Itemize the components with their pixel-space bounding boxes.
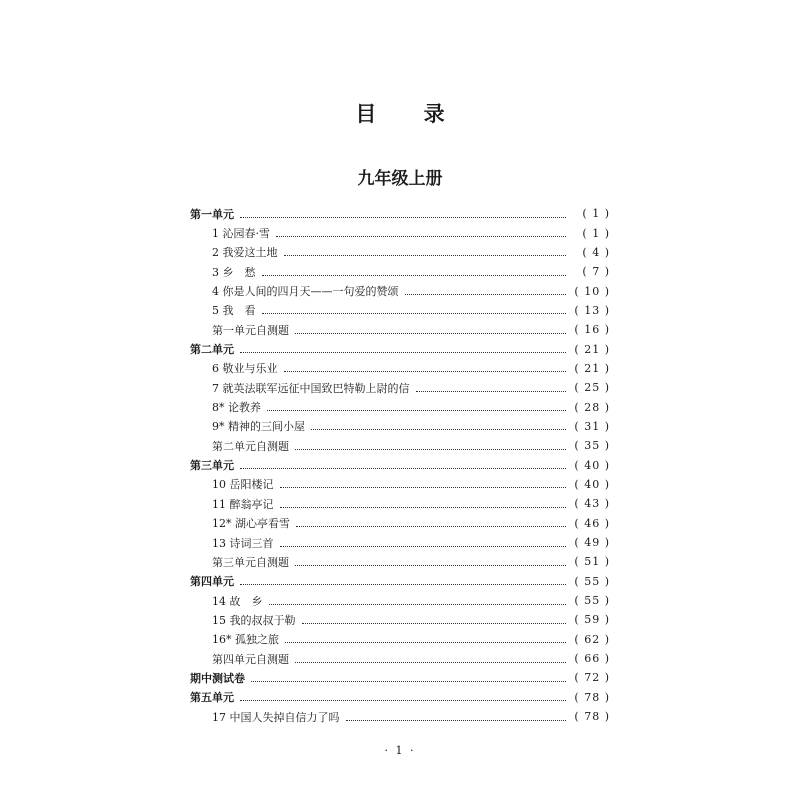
toc-entry-label: 14 故 乡: [212, 594, 263, 608]
toc-entry-label: 5 我 看: [212, 304, 256, 318]
dot-leader: [240, 467, 566, 469]
dot-leader: [302, 622, 567, 624]
toc-entry-label: 13 诗词三首: [212, 536, 274, 550]
toc-lesson-row[interactable]: [190, 281, 610, 300]
toc-page-number: ( 40 ): [574, 458, 610, 472]
toc-lesson-row[interactable]: [190, 591, 610, 610]
toc-page-number: ( 55 ): [574, 574, 610, 588]
toc-page-number: ( 55 ): [574, 594, 610, 608]
toc-lesson-row[interactable]: [190, 243, 610, 262]
toc-page-number: ( 4 ): [582, 245, 610, 259]
toc-entry-label: 第二单元: [190, 343, 234, 357]
toc-lesson-row[interactable]: [190, 610, 610, 629]
toc-entry-label: 15 我的叔叔于勒: [212, 613, 296, 627]
dot-leader: [280, 545, 567, 547]
toc-entry-label: 第四单元自测题: [212, 652, 289, 666]
page-title: 目 录: [355, 102, 465, 126]
toc-page-number: ( 49 ): [574, 536, 610, 550]
toc-lesson-row[interactable]: [190, 397, 610, 416]
toc-page-number: ( 46 ): [574, 516, 610, 530]
toc-page-number: ( 16 ): [574, 323, 610, 337]
toc-page-number: ( 62 ): [574, 632, 610, 646]
toc-entry-label: 3 乡 愁: [212, 265, 256, 279]
toc-unit-row[interactable]: [190, 339, 610, 358]
page-number: · 1 ·: [384, 744, 416, 757]
toc-lesson-row[interactable]: [190, 533, 610, 552]
dot-leader: [311, 428, 566, 430]
dot-leader: [296, 525, 566, 527]
toc-entry-label: 第二单元自测题: [212, 439, 289, 453]
toc-unit-row[interactable]: [190, 455, 610, 474]
dot-leader: [240, 216, 566, 218]
toc-entry-label: 17 中国人失掉自信力了吗: [212, 710, 340, 724]
dot-leader: [295, 564, 566, 566]
toc-unit-row[interactable]: [190, 572, 610, 591]
toc-page-number: ( 43 ): [574, 497, 610, 511]
toc-entry-label: 11 醉翁亭记: [212, 497, 274, 511]
toc-entry-label: 第四单元: [190, 575, 234, 589]
dot-leader: [280, 486, 567, 488]
toc-entry-label: 10 岳阳楼记: [212, 478, 274, 492]
toc-lesson-row[interactable]: [190, 649, 610, 668]
toc-lesson-row[interactable]: [190, 223, 610, 242]
toc-lesson-row[interactable]: [190, 514, 610, 533]
dot-leader: [262, 312, 567, 314]
table-of-contents: [190, 204, 610, 726]
toc-entry-label: 期中测试卷: [190, 671, 245, 685]
toc-lesson-row[interactable]: [190, 301, 610, 320]
toc-entry-label: 2 我爱这土地: [212, 246, 278, 260]
dot-leader: [295, 332, 566, 334]
toc-entry-label: 8* 论教养: [212, 401, 261, 415]
toc-page-number: ( 13 ): [574, 303, 610, 317]
dot-leader: [240, 583, 566, 585]
dot-leader: [295, 661, 566, 663]
toc-entry-label: 第三单元: [190, 459, 234, 473]
dot-leader: [276, 235, 566, 237]
toc-page-number: ( 78 ): [574, 710, 610, 724]
toc-entry-label: 16* 孤独之旅: [212, 633, 279, 647]
toc-unit-row[interactable]: [190, 668, 610, 687]
toc-entry-label: 1 沁园春·雪: [212, 227, 270, 241]
dot-leader: [284, 370, 567, 372]
toc-entry-label: 第三单元自测题: [212, 555, 289, 569]
toc-entry-label: 6 敬业与乐业: [212, 362, 278, 376]
toc-entry-label: 4 你是人间的四月天——一句爱的赞颂: [212, 285, 399, 299]
dot-leader: [267, 409, 566, 411]
toc-page-number: ( 40 ): [574, 477, 610, 491]
toc-lesson-row[interactable]: [190, 494, 610, 513]
toc-lesson-row[interactable]: [190, 475, 610, 494]
dot-leader: [269, 603, 567, 605]
toc-lesson-row[interactable]: [190, 707, 610, 726]
toc-page-number: ( 1 ): [582, 226, 610, 240]
toc-entry-label: 12* 湖心亭看雪: [212, 517, 290, 531]
toc-page-number: ( 51 ): [574, 555, 610, 569]
toc-page-number: ( 21 ): [574, 361, 610, 375]
toc-entry-label: 9* 精神的三间小屋: [212, 420, 305, 434]
toc-lesson-row[interactable]: [190, 320, 610, 339]
book-title: 九年级上册: [357, 169, 443, 189]
toc-page-number: ( 28 ): [574, 400, 610, 414]
toc-page-number: ( 1 ): [582, 207, 610, 221]
toc-lesson-row[interactable]: [190, 378, 610, 397]
toc-page-number: ( 72 ): [574, 671, 610, 685]
dot-leader: [346, 719, 567, 721]
toc-page-number: ( 59 ): [574, 613, 610, 627]
toc-lesson-row[interactable]: [190, 262, 610, 281]
dot-leader: [295, 448, 566, 450]
toc-unit-row[interactable]: [190, 688, 610, 707]
dot-leader: [284, 254, 567, 256]
toc-page-number: ( 78 ): [574, 690, 610, 704]
dot-leader: [280, 506, 567, 508]
toc-lesson-row[interactable]: [190, 359, 610, 378]
toc-page-number: ( 21 ): [574, 342, 610, 356]
dot-leader: [416, 390, 567, 392]
toc-lesson-row[interactable]: [190, 630, 610, 649]
dot-leader: [285, 641, 566, 643]
toc-page-number: ( 7 ): [582, 265, 610, 279]
dot-leader: [405, 293, 567, 295]
toc-lesson-row[interactable]: [190, 417, 610, 436]
toc-lesson-row[interactable]: [190, 436, 610, 455]
toc-entry-label: 第五单元: [190, 691, 234, 705]
dot-leader: [240, 351, 566, 353]
toc-entry-label: 第一单元: [190, 207, 234, 221]
toc-page-number: ( 25 ): [574, 381, 610, 395]
toc-page-number: ( 10 ): [574, 284, 610, 298]
dot-leader: [251, 680, 566, 682]
toc-lesson-row[interactable]: [190, 552, 610, 571]
toc-page-number: ( 31 ): [574, 419, 610, 433]
toc-page-number: ( 66 ): [574, 652, 610, 666]
dot-leader: [240, 699, 566, 701]
dot-leader: [262, 274, 567, 276]
toc-unit-row[interactable]: [190, 204, 610, 223]
toc-entry-label: 7 就英法联军远征中国致巴特勒上尉的信: [212, 381, 410, 395]
toc-entry-label: 第一单元自测题: [212, 323, 289, 337]
toc-page-number: ( 35 ): [574, 439, 610, 453]
